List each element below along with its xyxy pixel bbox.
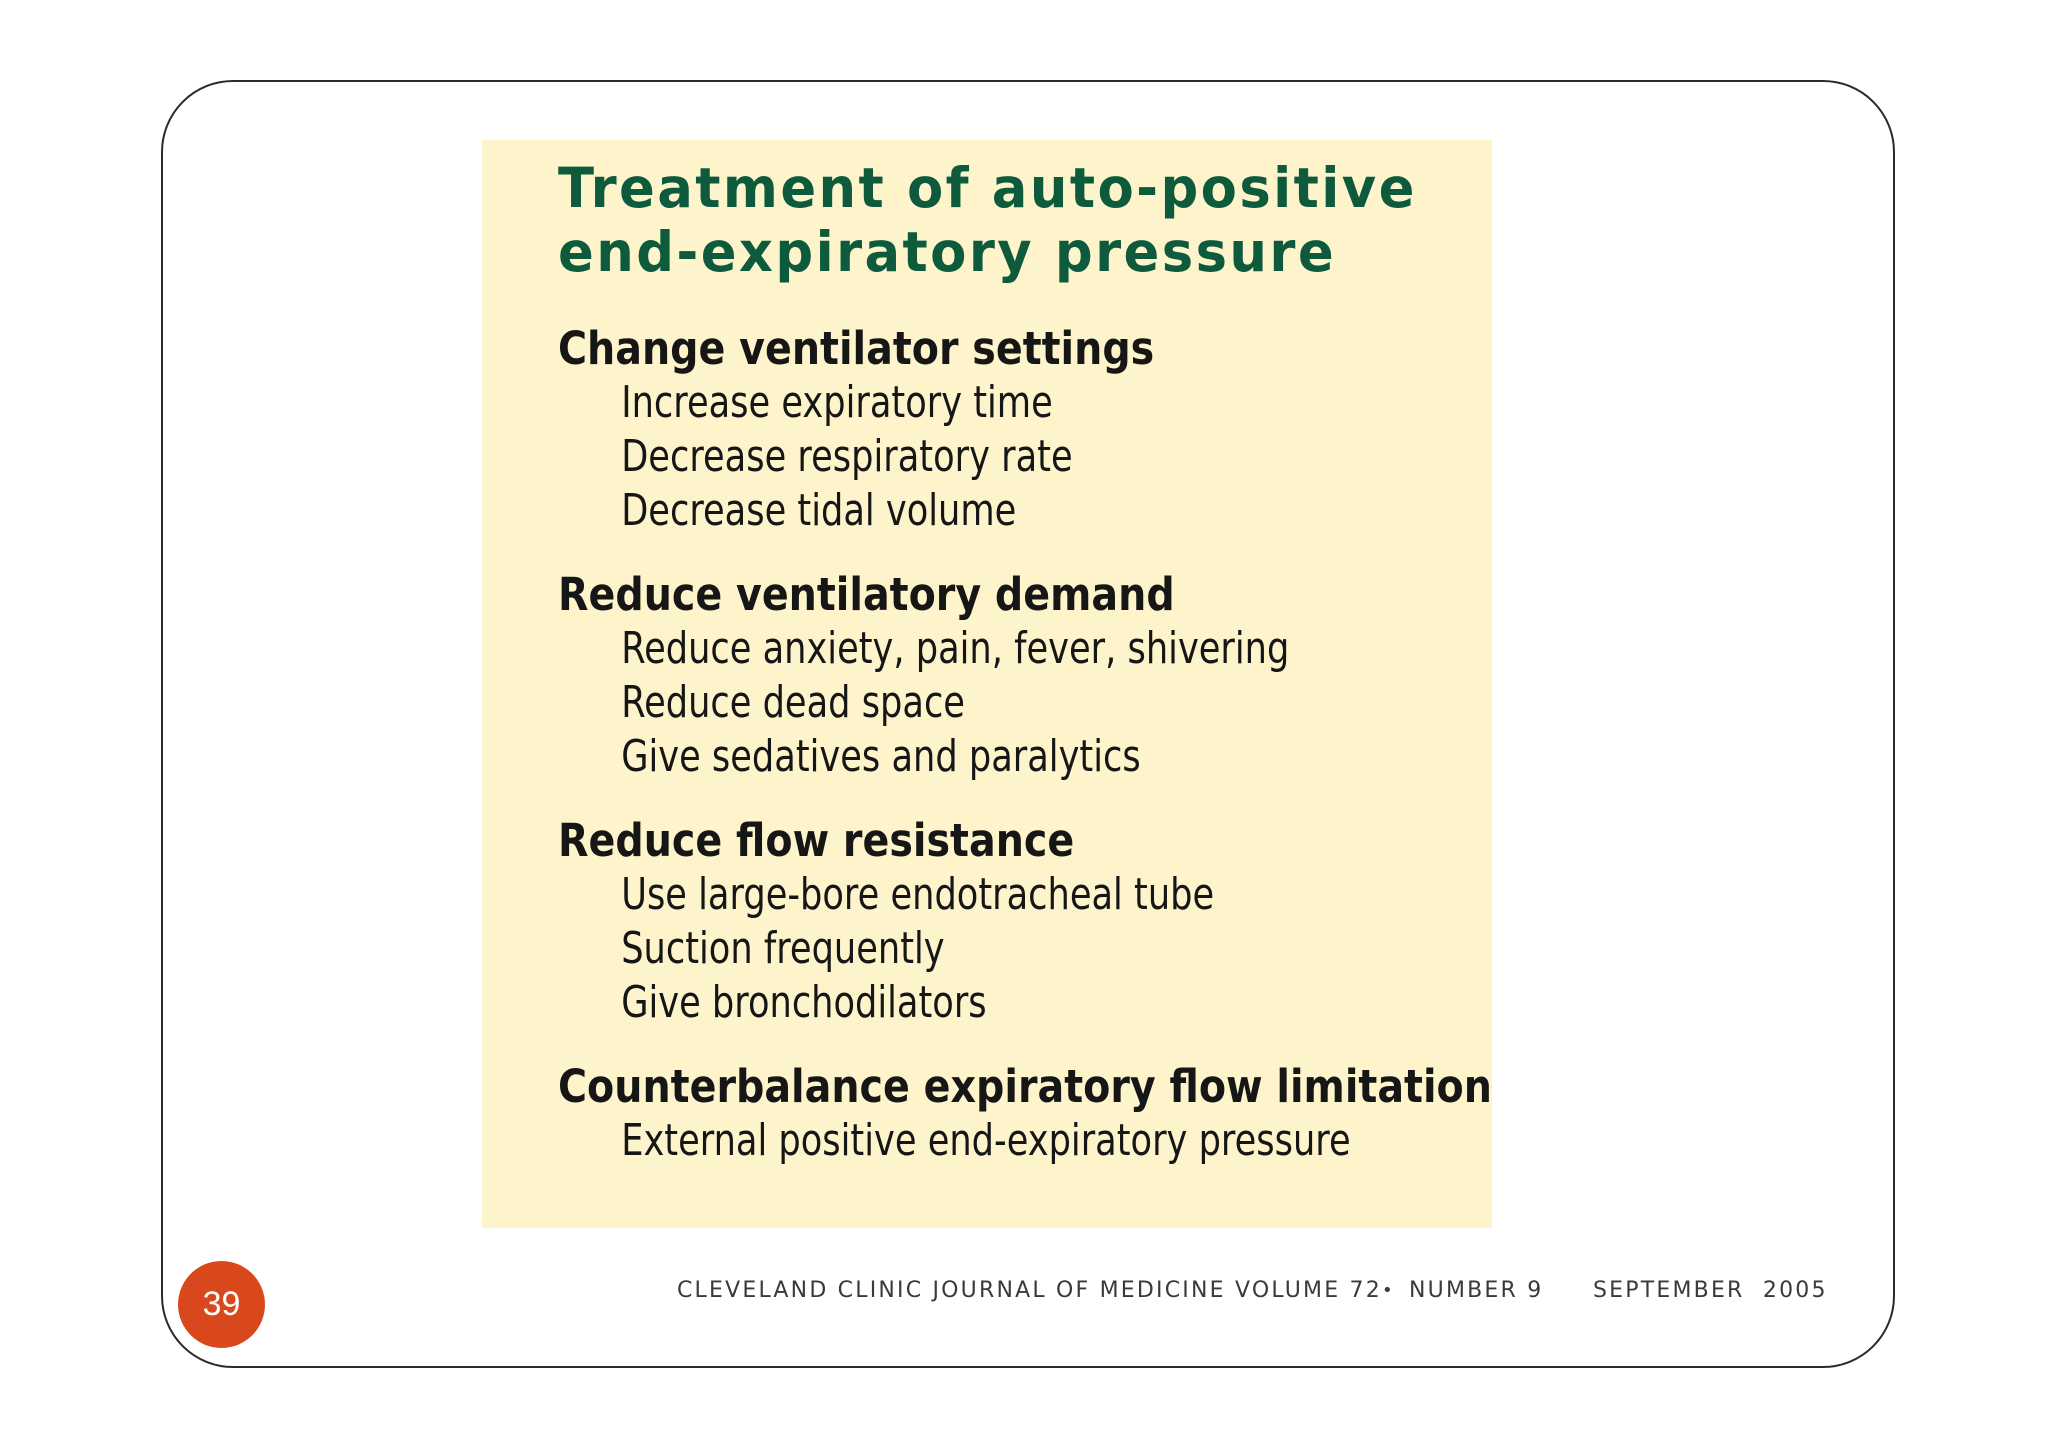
list-item: Give bronchodilators — [621, 977, 987, 1028]
section-heading: Reduce ventilatory demand — [558, 568, 1175, 621]
list-item: Decrease tidal volume — [621, 485, 1017, 536]
table-title — [558, 156, 1455, 284]
section-heading: Change ventilator settings — [558, 322, 1155, 375]
section-reduce-flow-resistance — [558, 814, 1492, 1030]
list-item: Reduce dead space — [621, 677, 965, 728]
list-item: Decrease respiratory rate — [621, 431, 1073, 482]
list-item: Increase expiratory time — [621, 377, 1053, 428]
page-number: 39 — [202, 1285, 241, 1323]
journal-number: NUMBER 9 — [1409, 1278, 1544, 1303]
journal-date: SEPTEMBER 2005 — [1593, 1278, 1828, 1303]
section-change-ventilator-settings — [558, 322, 1492, 538]
section-reduce-ventilatory-demand — [558, 568, 1492, 784]
page-number-badge — [178, 1261, 265, 1348]
list-item: Use large-bore endotracheal tube — [621, 869, 1215, 920]
treatment-table — [482, 140, 1492, 1228]
section-counterbalance-flow-limitation — [558, 1060, 1492, 1168]
journal-name: CLEVELAND CLINIC JOURNAL OF MEDICINE — [677, 1278, 1226, 1303]
list-item: Give sedatives and paralytics — [621, 731, 1141, 782]
list-item: Reduce anxiety, pain, fever, shivering — [621, 623, 1290, 674]
section-heading: Counterbalance expiratory flow limitation — [558, 1060, 1492, 1113]
bullet-separator: • — [1382, 1280, 1395, 1301]
list-item: External positive end-expiratory pressure — [621, 1115, 1351, 1166]
treatment-sections — [558, 322, 1492, 1168]
title-line-1: Treatment of auto-positive — [558, 156, 1417, 220]
journal-volume: VOLUME 72 — [1235, 1278, 1382, 1303]
list-item: Suction frequently — [621, 923, 945, 974]
title-line-2: end-expiratory pressure — [558, 220, 1337, 284]
section-heading: Reduce flow resistance — [558, 814, 1075, 867]
